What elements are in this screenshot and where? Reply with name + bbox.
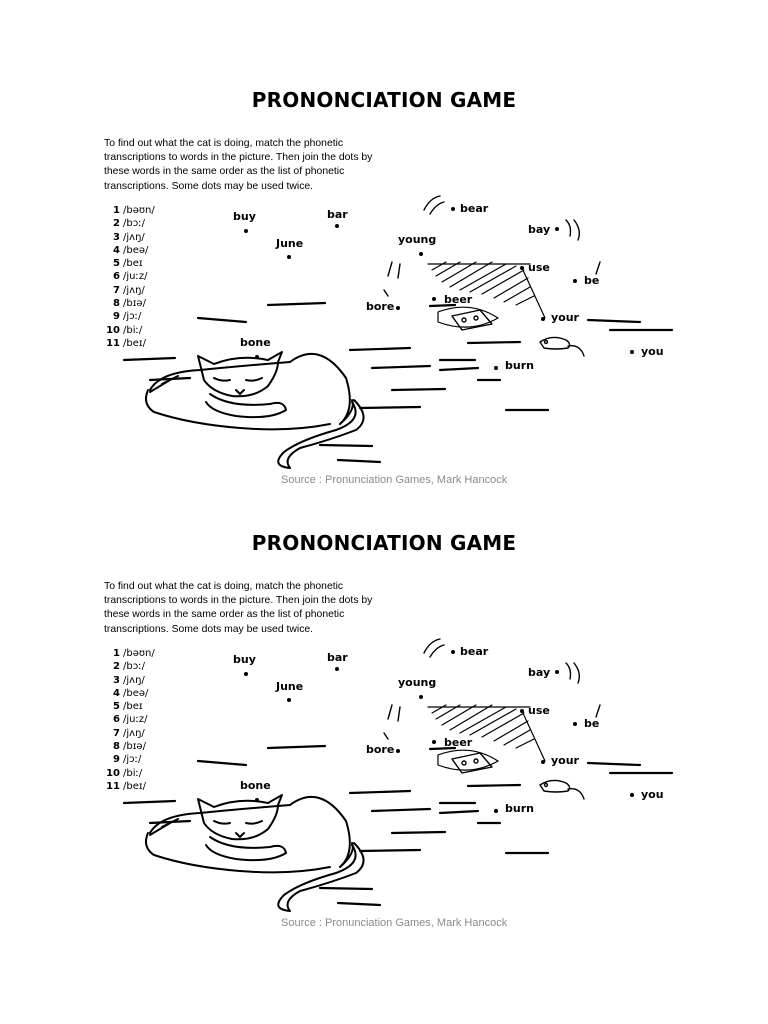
word-bay: bay bbox=[528, 666, 551, 679]
word-june: June bbox=[276, 680, 304, 693]
phonetic-transcription: /jʌŋ/ bbox=[123, 284, 145, 296]
item-number: 3 bbox=[113, 674, 120, 686]
dot-you[interactable] bbox=[630, 793, 634, 797]
word-bar: bar bbox=[327, 208, 348, 221]
item-number: 5 bbox=[113, 258, 120, 270]
instruction-line: To find out what the cat is doing, match the phonetic bbox=[104, 138, 344, 149]
dot-buy[interactable] bbox=[244, 229, 248, 233]
source-credit: Source : Pronunciation Games, Mark Hancock bbox=[281, 917, 508, 929]
item-number: 10 bbox=[106, 324, 120, 336]
item-number: 1 bbox=[113, 205, 120, 216]
word-beer: beer bbox=[444, 736, 473, 749]
word-bone: bone bbox=[240, 779, 271, 792]
word-bone: bone bbox=[240, 336, 271, 349]
dot-use[interactable] bbox=[520, 709, 524, 713]
dot-use[interactable] bbox=[520, 266, 524, 270]
instruction-line: these words in the same order as the list of phonetic bbox=[104, 166, 345, 178]
instruction-line: transcriptions to words in the picture. Then join the dots by bbox=[104, 595, 373, 607]
word-bore: bore bbox=[366, 300, 395, 313]
dot-your[interactable] bbox=[541, 317, 545, 321]
page-title: PRONONCIATION GAME bbox=[251, 88, 517, 112]
dot-bore[interactable] bbox=[396, 749, 400, 753]
word-you: you bbox=[641, 788, 664, 801]
item-number: 11 bbox=[106, 337, 120, 349]
item-number: 3 bbox=[113, 231, 120, 243]
dot-bay[interactable] bbox=[555, 670, 559, 674]
word-bay: bay bbox=[528, 223, 551, 236]
phonetic-transcription: /bɔː/ bbox=[123, 661, 145, 673]
dot-burn[interactable] bbox=[494, 809, 498, 813]
dot-bear[interactable] bbox=[451, 207, 455, 211]
word-be: be bbox=[584, 717, 600, 730]
phonetic-transcription: /beə/ bbox=[123, 244, 149, 256]
instruction-line: To find out what the cat is doing, match the phonetic bbox=[104, 581, 344, 592]
phonetic-transcription: /beɪ bbox=[123, 258, 143, 270]
phonetic-transcription: /biː/ bbox=[123, 767, 143, 779]
word-young: young bbox=[398, 676, 437, 689]
phonetic-transcription: /bɔː/ bbox=[123, 218, 145, 230]
phonetic-transcription: /jɔː/ bbox=[123, 754, 142, 766]
dot-young[interactable] bbox=[419, 252, 423, 256]
dot-be[interactable] bbox=[573, 722, 577, 726]
source-credit: Source : Pronunciation Games, Mark Hancock bbox=[281, 474, 508, 486]
instruction-line: transcriptions. Some dots may be used twice. bbox=[104, 180, 314, 192]
dot-june[interactable] bbox=[287, 698, 291, 702]
word-buy: buy bbox=[233, 653, 256, 666]
item-number: 1 bbox=[113, 648, 120, 659]
word-your: your bbox=[551, 311, 579, 324]
dot-bar[interactable] bbox=[335, 224, 339, 228]
dot-you[interactable] bbox=[630, 350, 634, 354]
phonetic-transcription: /beɪ/ bbox=[123, 337, 146, 349]
item-number: 10 bbox=[106, 767, 120, 779]
instruction-line: transcriptions to words in the picture. Then join the dots by bbox=[104, 152, 373, 164]
phonetic-transcription: /bəʊn/ bbox=[123, 205, 155, 216]
cat-illustration bbox=[0, 443, 768, 943]
word-use: use bbox=[528, 261, 550, 274]
phonetic-transcription: /beə/ bbox=[123, 687, 149, 699]
phonetic-transcription: /bəʊn/ bbox=[123, 648, 155, 659]
word-bear: bear bbox=[460, 202, 489, 215]
word-beer: beer bbox=[444, 293, 473, 306]
cat-illustration bbox=[0, 0, 768, 500]
item-number: 9 bbox=[113, 754, 120, 766]
item-number: 4 bbox=[113, 244, 120, 256]
dot-your[interactable] bbox=[541, 760, 545, 764]
item-number: 5 bbox=[113, 701, 120, 713]
word-you: you bbox=[641, 345, 664, 358]
item-number: 7 bbox=[113, 284, 120, 296]
phonetic-transcription: /beɪ bbox=[123, 701, 143, 713]
phonetic-transcription: /jʌŋ/ bbox=[123, 727, 145, 739]
instruction-line: these words in the same order as the list of phonetic bbox=[104, 609, 345, 621]
word-june: June bbox=[276, 237, 304, 250]
dot-buy[interactable] bbox=[244, 672, 248, 676]
word-use: use bbox=[528, 704, 550, 717]
dot-be[interactable] bbox=[573, 279, 577, 283]
item-number: 9 bbox=[113, 311, 120, 323]
dot-bone[interactable] bbox=[255, 798, 259, 802]
word-burn: burn bbox=[505, 359, 534, 372]
dot-burn[interactable] bbox=[494, 366, 498, 370]
phonetic-transcription: /biː/ bbox=[123, 324, 143, 336]
word-burn: burn bbox=[505, 802, 534, 815]
dot-bore[interactable] bbox=[396, 306, 400, 310]
phonetic-transcription: /jɔː/ bbox=[123, 311, 142, 323]
item-number: 8 bbox=[113, 741, 120, 753]
dot-bone[interactable] bbox=[255, 355, 259, 359]
phonetic-transcription: /juːz/ bbox=[123, 271, 148, 283]
dot-june[interactable] bbox=[287, 255, 291, 259]
word-buy: buy bbox=[233, 210, 256, 223]
word-your: your bbox=[551, 754, 579, 767]
word-bar: bar bbox=[327, 651, 348, 664]
dot-bar[interactable] bbox=[335, 667, 339, 671]
phonetic-transcription: /beɪ/ bbox=[123, 780, 146, 792]
item-number: 6 bbox=[113, 271, 120, 283]
item-number: 8 bbox=[113, 298, 120, 310]
word-bear: bear bbox=[460, 645, 489, 658]
dot-young[interactable] bbox=[419, 695, 423, 699]
word-young: young bbox=[398, 233, 437, 246]
dot-bear[interactable] bbox=[451, 650, 455, 654]
dot-bay[interactable] bbox=[555, 227, 559, 231]
dot-beer[interactable] bbox=[432, 740, 436, 744]
phonetic-transcription: /bɪə/ bbox=[123, 298, 146, 310]
worksheet-2 bbox=[0, 443, 768, 943]
word-be: be bbox=[584, 274, 600, 287]
phonetic-transcription: /juːz/ bbox=[123, 714, 148, 726]
phonetic-transcription: /jʌŋ/ bbox=[123, 674, 145, 686]
phonetic-transcription: /jʌŋ/ bbox=[123, 231, 145, 243]
item-number: 2 bbox=[113, 661, 120, 673]
word-bore: bore bbox=[366, 743, 395, 756]
page-title: PRONONCIATION GAME bbox=[251, 531, 517, 555]
item-number: 7 bbox=[113, 727, 120, 739]
dot-beer[interactable] bbox=[432, 297, 436, 301]
phonetic-transcription: /bɪə/ bbox=[123, 741, 146, 753]
item-number: 6 bbox=[113, 714, 120, 726]
item-number: 11 bbox=[106, 780, 120, 792]
item-number: 2 bbox=[113, 218, 120, 230]
item-number: 4 bbox=[113, 687, 120, 699]
instruction-line: transcriptions. Some dots may be used twice. bbox=[104, 623, 314, 635]
worksheet-1 bbox=[0, 0, 768, 500]
